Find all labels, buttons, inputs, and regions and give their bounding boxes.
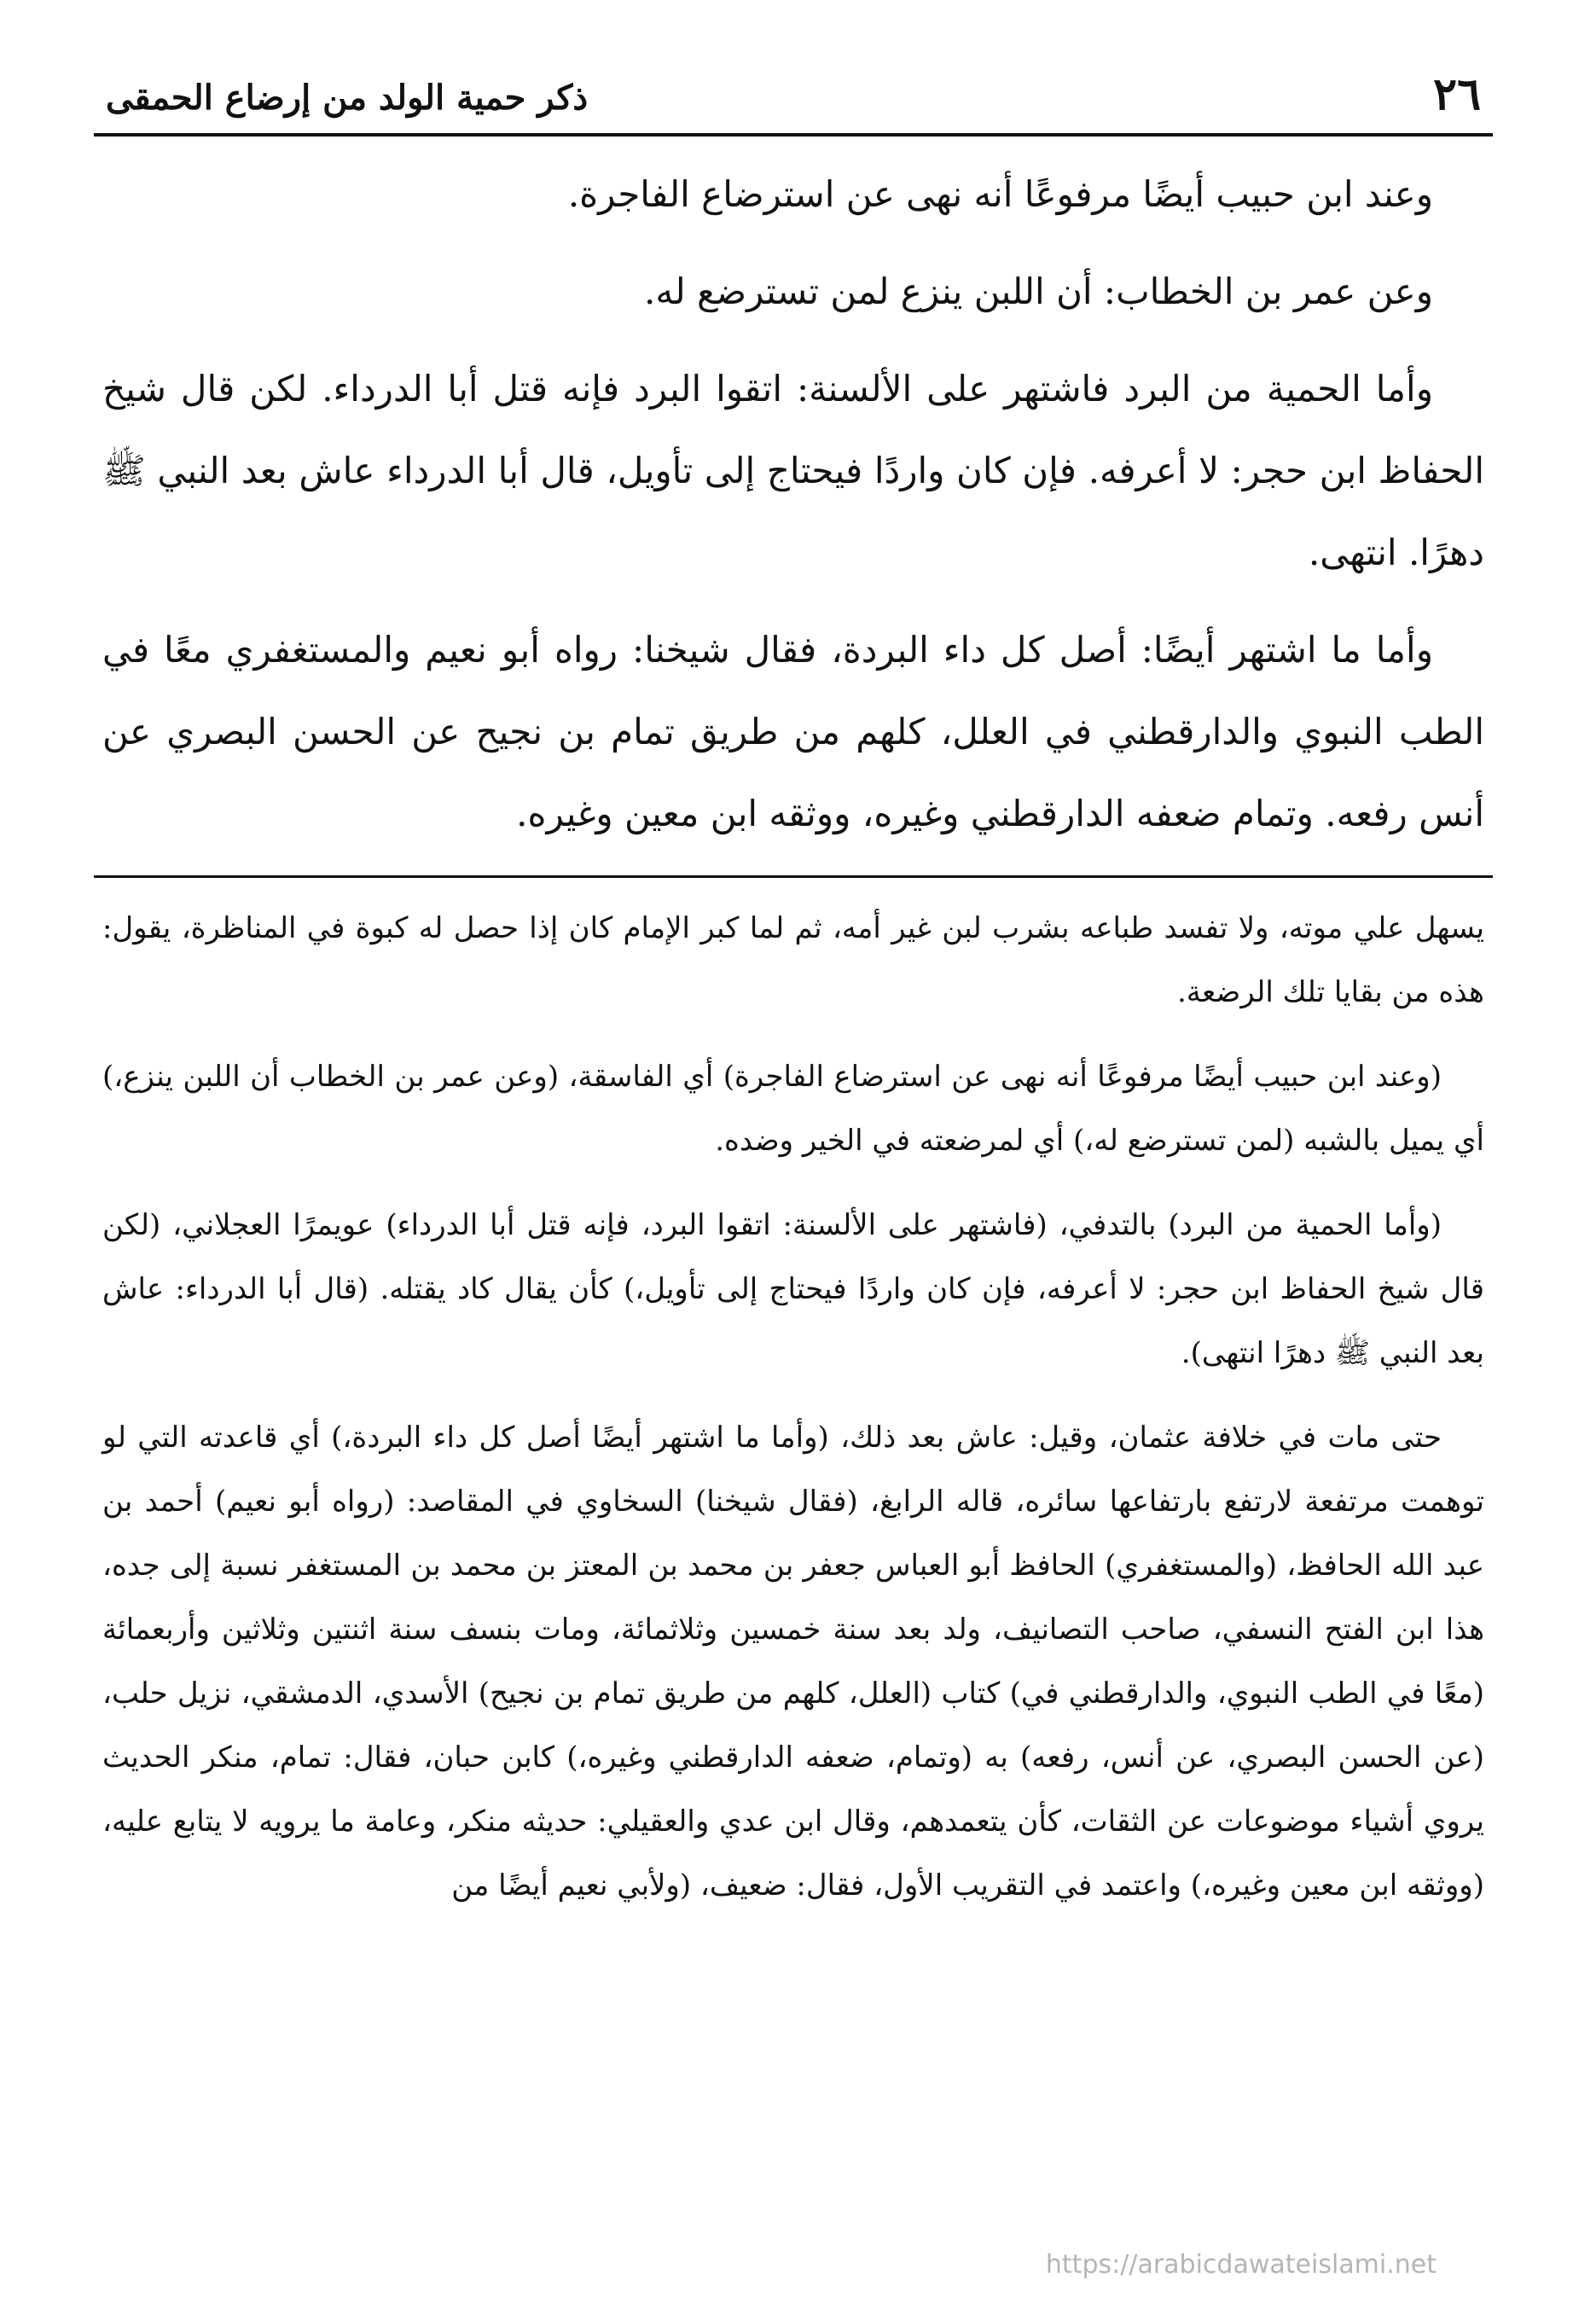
watermark-url: https://arabicdawateislami.net xyxy=(1045,2250,1437,2280)
main-paragraph: وأما الحمية من البرد فاشتهر على الألسنة: اتقوا البرد فإنه قتل أبا الدرداء. لكن قال شيخ الحفاظ ابن حجر: لا أعرفه. فإن كان واردًا فيحتاج إلى تأويل، قال أبا الدرداء عاش بعد النبي ﷺ دهرًا. انتهى. xyxy=(102,368,1484,573)
page-header xyxy=(94,68,1493,137)
commentary-paragraph: يسهل علي موته، ولا تفسد طباعه بشرب لبن غير أمه، ثم لما كبر الإمام كان إذا حصل له كبوة في المناظرة، يقول: هذه من بقايا تلك الرضعة. xyxy=(102,911,1484,1009)
commentary-paragraph: (وأما الحمية من البرد) بالتدفي، (فاشتهر على الألسنة: اتقوا البرد، فإنه قتل أبا الدرداء) عويمرًا العجلاني، (لكن قال شيخ الحفاظ ابن حجر: لا أعرفه، فإن كان واردًا فيحتاج إلى تأويل،) كأن يقال كاد يقتله. (قال أبا الدرداء: عاش بعد النبي ﷺ دهرًا انتهى). xyxy=(102,1208,1484,1370)
commentary-paragraph: حتى مات في خلافة عثمان، وقيل: عاش بعد ذلك، (وأما ما اشتهر أيضًا أصل كل داء البردة،) أي قاعدته التي لو توهمت مرتفعة لارتفع بارتفاعها سائره، قاله الرابغ، (فقال شيخنا) السخاوي في المقاصد: (رواه أبو نعيم) أحمد بن عبد الله الحافظ، (والمستغفري) الحافظ أبو العباس جعفر بن محمد بن المعتز بن محمد بن المستغفر نسبة إلى جده، هذا ابن الفتح النسفي، صاحب التصانيف، ولد بعد سنة خمسين وثلاثمائة، ومات بنسف سنة اثنتين وثلاثين وأربعمائة (معًا في الطب النبوي، والدارقطني في) كتاب (العلل، كلهم من طريق تمام بن نجيح) الأسدي، الدمشقي، نزيل حلب، (عن الحسن البصري، عن أنس، رفعه) به (وتمام، ضعفه الدارقطني وغيره،) كابن حبان، فقال: تمام، منكر الحديث يروي أشياء موضوعات عن الثقات، كأن يتعمدهم، وقال ابن عدي والعقيلي: حديثه منكر، وعامة ما يرويه لا يتابع عليه، (ووثقه ابن معين وغيره،) واعتمد في التقريب الأول، فقال: ضعيف، (ولأبي نعيم أيضًا من xyxy=(102,1421,1484,1903)
commentary-paragraph: (وعند ابن حبيب أيضًا مرفوعًا أنه نهى عن استرضاع الفاجرة) أي الفاسقة، (وعن عمر بن الخطاب أن اللبن ينزع،) أي يميل بالشبه (لمن تسترضع له،) أي لمرضعته في الخير وضده. xyxy=(102,1060,1484,1158)
main-paragraph: وأما ما اشتهر أيضًا: أصل كل داء البردة، فقال شيخنا: رواه أبو نعيم والمستغفري معًا في الطب النبوي والدارقطني في العلل، كلهم من طريق تمام بن نجيح عن الحسن البصري عن أنس رفعه. وتمام ضعفه الدارقطني وغيره، ووثقه ابن معين وغيره. xyxy=(102,629,1484,834)
separator-rule xyxy=(94,875,1493,878)
main-paragraph: وعن عمر بن الخطاب: أن اللبن ينزع لمن تسترضع له. xyxy=(643,270,1433,312)
book-page xyxy=(94,68,1493,2286)
main-paragraph: وعند ابن حبيب أيضًا مرفوعًا أنه نهى عن استرضاع الفاجرة. xyxy=(567,173,1433,215)
running-title: ذكر حمية الولد من إرضاع الحمقى xyxy=(106,78,589,118)
page-number: ٢٦ xyxy=(1433,68,1481,120)
main-text xyxy=(94,154,1493,855)
commentary xyxy=(94,897,1493,1918)
